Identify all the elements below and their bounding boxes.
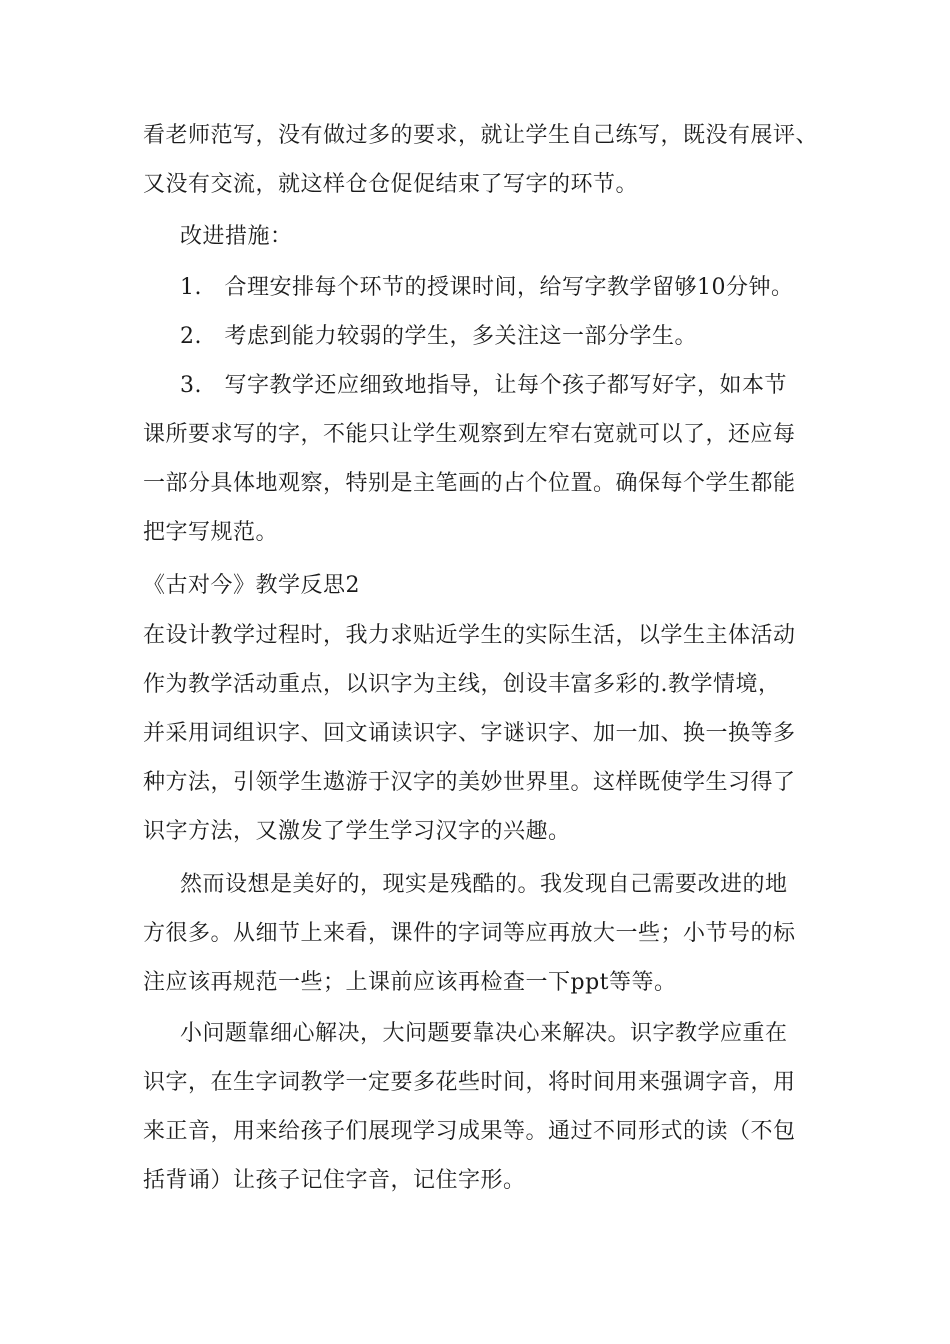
list-item: 3. 写字教学还应细致地指导，让每个孩子都写好字，如本节 [180, 373, 787, 398]
text-line: 把字写规范。 [143, 520, 279, 545]
article-title: 《古对今》教学反思2 [143, 573, 360, 598]
text-line: 括背诵）让孩子记住字音，记住字形。 [143, 1168, 526, 1193]
list-item: 1. 合理安排每个环节的授课时间，给写字教学留够10分钟。 [180, 275, 794, 300]
text-line: 然而设想是美好的，现实是残酷的。我发现自己需要改进的地 [180, 872, 788, 897]
section-heading: 改进措施： [180, 224, 293, 249]
text-line: 又没有交流，就这样仓仓促促结束了写字的环节。 [143, 172, 639, 197]
text-line: 一部分具体地观察，特别是主笔画的占个位置。确保每个学生都能 [143, 471, 796, 496]
text-line: 小问题靠细心解决，大问题要靠决心来解决。识字教学应重在 [180, 1021, 788, 1046]
text-line: 并采用词组识字、回文诵读识字、字谜识字、加一加、换一换等多 [143, 721, 796, 746]
text-line: 方很多。从细节上来看，课件的字词等应再放大一些；小节号的标 [143, 921, 796, 946]
text-line: 看老师范写，没有做过多的要求，就让学生自己练写，既没有展评、 [143, 123, 819, 148]
text-line: 在设计教学过程时，我力求贴近学生的实际生活，以学生主体活动 [143, 623, 796, 648]
text-line: 种方法，引领学生遨游于汉字的美妙世界里。这样既使学生习得了 [143, 770, 796, 795]
text-line: 识字方法，又激发了学生学习汉字的兴趣。 [143, 819, 571, 844]
text-line: 作为教学活动重点，以识字为主线，创设丰富多彩的.教学情境， [143, 672, 781, 697]
list-item: 2. 考虑到能力较弱的学生，多关注这一部分学生。 [180, 324, 697, 349]
text-line: 识字，在生字词教学一定要多花些时间，将时间用来强调字音，用 [143, 1070, 796, 1095]
text-line: 注应该再规范一些；上课前应该再检查一下ppt等等。 [143, 970, 677, 995]
text-line: 课所要求写的字，不能只让学生观察到左窄右宽就可以了，还应每 [143, 422, 796, 447]
text-line: 来正音，用来给孩子们展现学习成果等。通过不同形式的读（不包 [143, 1119, 796, 1144]
